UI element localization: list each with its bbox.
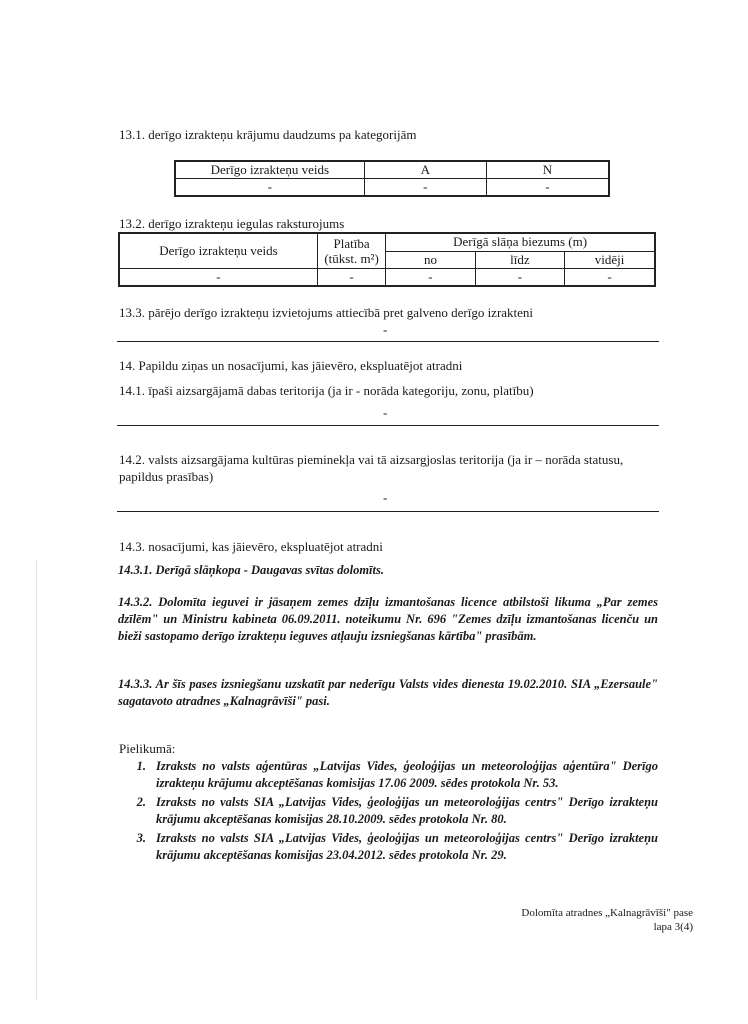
section-14-2-heading-line2: papildus prasības) — [119, 469, 214, 484]
deposit-cell-type: - — [119, 269, 317, 287]
section-14-1-value: - — [383, 405, 388, 420]
section-14-1-line — [117, 425, 659, 426]
section-13-3-heading: 13.3. pārējo derīgo izrakteņu izvietojums attiecībā pret galveno derīgo izrakteni — [119, 305, 534, 320]
section-14-3-3-text: 14.3.3. Ar šīs pases izsniegšanu uzskatīt par nederīgu Valsts vides dienesta 19.02.2010. SIA „Ezersaule" sagatavoto atradnes „Kalnagrāvīši" pasi. — [118, 677, 658, 708]
deposit-table — [118, 232, 656, 287]
section-13-3-value: - — [383, 322, 388, 337]
deposit-header-type: Derīgo izrakteņu veids — [119, 233, 317, 269]
attachments-list — [120, 758, 658, 864]
section-14-heading: 14. Papildu ziņas un nosacījumi, kas jāievēro, ekspluatējot atradni — [119, 358, 463, 373]
section-14-1-heading: 14.1. īpaši aizsargājamā dabas teritorija (ja ir - norāda kategoriju, zonu, platību) — [119, 383, 534, 398]
deposit-header-thickness: Derīgā slāņa biezums (m) — [386, 233, 655, 251]
section-13-2-heading: 13.2. derīgo izrakteņu iegulas raksturojums — [119, 216, 345, 231]
section-14-2-heading-line1: 14.2. valsts aizsargājama kultūras pieminekļa vai tā aizsargjoslas teritorija (ja ir – norāda statusu, — [119, 452, 624, 467]
deposit-cell-to: - — [475, 269, 565, 287]
deposit-header-area — [317, 233, 385, 269]
reserves-cell-a: - — [364, 179, 486, 197]
attachment-item — [120, 794, 658, 828]
deposit-header-area-label: Platība — [333, 236, 370, 251]
section-14-2-line — [117, 511, 659, 512]
scan-margin-line — [36, 560, 37, 1000]
attachment-item-text: Izraksts no valsts aģentūras „Latvijas Vides, ģeoloģijas un meteoroloģijas aģentūra" Derīgo izrakteņu krājumu akceptēšanas komisijas 17.06 2009. sēdes protokola Nr. 53. — [156, 759, 658, 790]
section-14-3-heading: 14.3. nosacījumi, kas jāievēro, ekspluatējot atradni — [119, 539, 383, 554]
reserves-cell-n: - — [486, 179, 609, 197]
page-footer — [521, 906, 693, 934]
section-13-1-heading: 13.1. derīgo izrakteņu krājumu daudzums pa kategorijām — [119, 127, 417, 142]
deposit-subheader-from: no — [386, 251, 475, 269]
footer-document-title: Dolomīta atradnes „Kalnagrāvīši" pase — [521, 907, 693, 919]
attachment-item — [120, 830, 658, 864]
section-14-3-2-text: 14.3.2. Dolomīta ieguvei ir jāsaņem zemes dzīļu izmantošanas licence atbilstoši likuma „Par zemes dzīlēm" un Ministru kabineta 06.09.2011. noteikumu Nr. 696 "Zemes dzīļu izmantošanas licenču un bieži sastopamo derīgo izrakteņu ieguves atļauju izsniegšanas kārtība" prasībām. — [118, 595, 658, 643]
deposit-subheader-to: līdz — [475, 251, 565, 269]
reserves-header-a: A — [364, 161, 486, 179]
reserves-cell-type: - — [175, 179, 364, 197]
deposit-subheader-avg: vidēji — [565, 251, 655, 269]
deposit-cell-from: - — [386, 269, 475, 287]
footer-page-number: lapa 3(4) — [653, 921, 693, 933]
attachment-item-number: 3. — [136, 831, 146, 845]
section-14-2-value: - — [383, 490, 388, 505]
deposit-cell-avg: - — [565, 269, 655, 287]
section-14-3-1-text: 14.3.1. Derīgā slāņkopa - Daugavas svītas dolomīts. — [118, 563, 384, 577]
attachments-title: Pielikumā: — [119, 741, 176, 756]
attachment-item-number: 1. — [136, 759, 146, 773]
attachment-item-text: Izraksts no valsts SIA „Latvijas Vides, ģeoloģijas un meteoroloģijas centrs" Derīgo izrakteņu krājumu akceptēšanas komisijas 28.10.2009. sēdes protokola Nr. 80. — [156, 795, 658, 826]
reserves-table — [174, 160, 610, 197]
deposit-header-area-unit: (tūkst. m²) — [324, 251, 379, 266]
reserves-header-n: N — [486, 161, 609, 179]
attachment-item-text: Izraksts no valsts SIA „Latvijas Vides, ģeoloģijas un meteoroloģijas centrs" Derīgo izrakteņu krājumu akceptēšanas komisijas 23.04.2012. sēdes protokola Nr. 29. — [156, 831, 658, 862]
deposit-cell-area: - — [317, 269, 385, 287]
section-13-3-line — [117, 341, 659, 342]
attachment-item — [120, 758, 658, 792]
reserves-header-type: Derīgo izrakteņu veids — [175, 161, 364, 179]
attachment-item-number: 2. — [136, 795, 146, 809]
